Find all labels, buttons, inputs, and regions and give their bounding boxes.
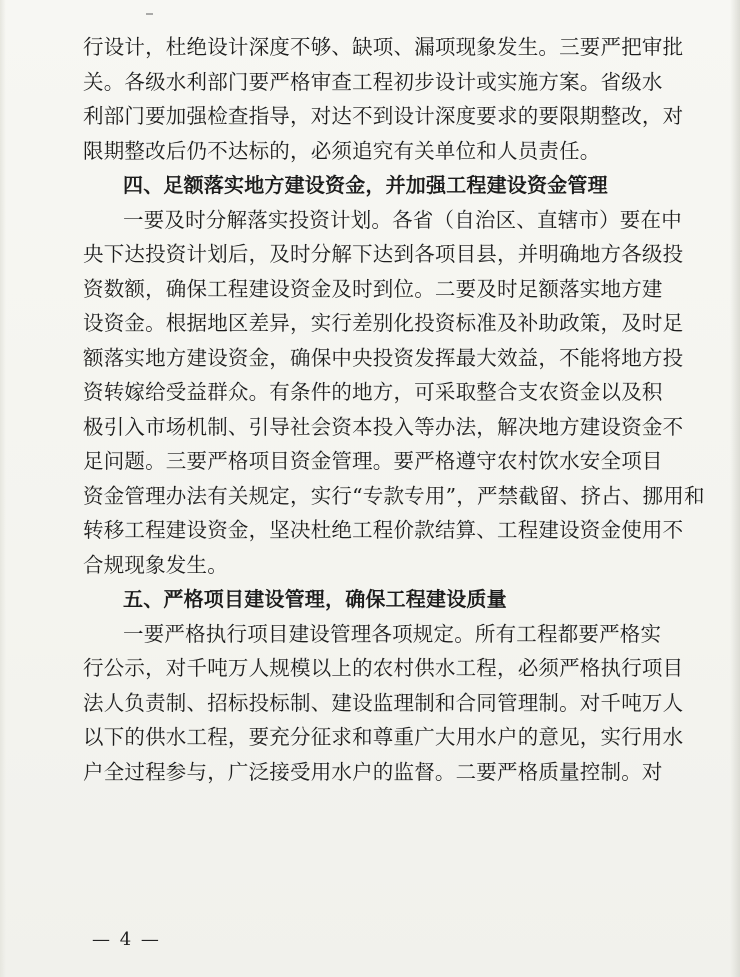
paragraph-line: 一要及时分解落实投资计划。各省（自治区、直辖市）要在中 bbox=[123, 207, 682, 232]
paragraph-line: 额落实地方建设资金，确保中央投资发挥最大效益，不能将地方投 bbox=[83, 345, 684, 370]
section-heading-5: 五、严格项目建设管理，确保工程建设质量 bbox=[123, 587, 507, 611]
paragraph-line: 足问题。三要严格项目资金管理。要严格遵守农村饮水安全项目 bbox=[83, 449, 663, 473]
page-number: — 4 — bbox=[92, 929, 161, 950]
paragraph-line: 转移工程建设资金，坚决杜绝工程价款结算、工程建设资金使用不 bbox=[83, 518, 684, 542]
scan-edge-right bbox=[730, 0, 740, 977]
paragraph-line: 央下达投资计划后，及时分解下达到各项目县，并明确地方各级投 bbox=[83, 242, 684, 266]
paragraph-line: 户全过程参与，广泛接受用水户的监督。二要严格质量控制。对 bbox=[83, 759, 663, 784]
paragraph-line: 设资金。根据地区差异，实行差别化投资标准及补助政策，及时足 bbox=[83, 311, 684, 335]
paragraph-line: 合规现象发生。 bbox=[83, 552, 228, 577]
paragraph-line: 资金管理办法有关规定，实行“专款专用”，严禁截留、挤占、挪用和 bbox=[83, 483, 705, 508]
paragraph-line: 行设计，杜绝设计深度不够、缺项、漏项现象发生。三要严把审批 bbox=[83, 35, 684, 59]
section-heading-4: 四、足额落实地方建设资金，并加强工程建设资金管理 bbox=[123, 173, 608, 197]
paragraph-line: 关。各级水利部门要严格审查工程初步设计或实施方案。省级水 bbox=[83, 69, 663, 94]
paragraph-line: 一要严格执行项目建设管理各项规定。所有工程都要严格实 bbox=[123, 621, 662, 646]
scan-mark bbox=[146, 13, 153, 15]
paragraph-line: 法人负责制、招标投标制、建设监理制和合同管理制。对千吨万人 bbox=[83, 690, 684, 715]
paragraph-line: 资转嫁给受益群众。有条件的地方，可采取整合支农资金以及积 bbox=[83, 380, 663, 404]
paragraph-line: 行公示，对千吨万人规模以上的农村供水工程，必须严格执行项目 bbox=[83, 656, 684, 680]
scan-edge-left bbox=[0, 0, 6, 977]
paragraph-line: 利部门要加强检查指导，对达不到设计深度要求的要限期整改，对 bbox=[83, 104, 684, 128]
paragraph-line: 限期整改后仍不达标的，必须追究有关单位和人员责任。 bbox=[83, 138, 601, 163]
paragraph-line: 以下的供水工程，要充分征求和尊重广大用水户的意见，实行用水 bbox=[83, 725, 684, 749]
paragraph-line: 资数额，确保工程建设资金及时到位。二要及时足额落实地方建 bbox=[83, 276, 663, 301]
body-text bbox=[83, 30, 705, 789]
paragraph-line: 极引入市场机制、引导社会资本投入等办法，解决地方建设资金不 bbox=[83, 414, 684, 439]
